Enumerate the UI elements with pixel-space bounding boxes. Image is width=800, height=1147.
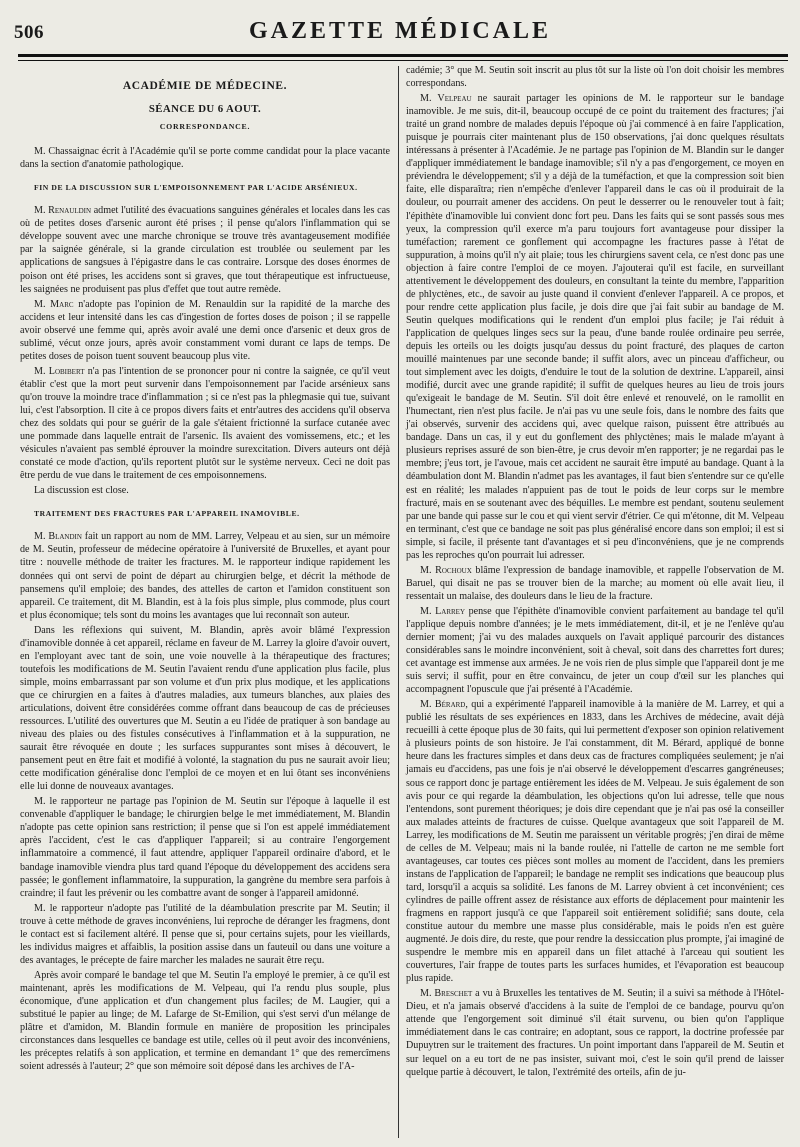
paragraph-larrey [406, 605, 784, 696]
paragraph-text: n'a pas l'intention de se prononcer pour ni contre la saignée, ce qu'il veut établir c'est que la mort peut survenir dans l'empoisonnement par l'acide arsénieux sans qu'on trouve la moindre trace d'inflammation ; si ce n'est pas la phlegmasie qui tue, suivant lui, c'est l'absorption. Il cite à ce propos divers faits et entr'autres des accidens qu'il observa chez des soldats qui pour se guérir de la gale s'étaient frictionné la surface cutanée avec une pommade dans laquelle entrait de l'arsenic. Ils avaient des vomissemens, etc.; et les vésicules n'avaient pas semblé éprouver la moindre surexcitation. Divers auteurs ont déjà constaté ce mode d'action, qu'ils reportent plutôt sur le système nerveux. Ceci ne doit pas être perdu de vue dans le traitement de ces empoisonnemens. [20, 365, 390, 482]
paragraph-berard [406, 698, 784, 985]
section-title: ACADÉMIE DE MÉDECINE. [122, 80, 288, 92]
page-number: 506 [14, 22, 44, 43]
arsenic-heading: FIN DE LA DISCUSSION SUR L'EMPOISONNEMENT PAR L'ACIDE ARSÉNIEUX. [34, 183, 358, 193]
header-rule-thin [18, 60, 788, 61]
speaker-name: M. Bérard [420, 699, 466, 711]
paragraph-text: , qui a expérimenté l'appareil inamovible à la manière de M. Larrey, et qui a publié les résultats de ses expériences en 1833, dans les Archives de médecine, avait déjà recueilli à cette époque plus de 30 faits, qui lui permettent d'exposer son opinion relativement à plusieurs points de son histoire. Je l'ai constamment, dit M. Bérard, appliqué de bonne heure dans les fractures simples et dans deux cas de fractures compliquées seulement; je n'ai jamais eu d'accidens, pas une fois je n'ai observé le développement d'escarres gangréneuses; sous ce rapport donc je partage entièrement les idées de M. Velpeau. Je suis également de son avis pour ce qui regarde la déambulation, les objections qu'on lui adresse, telle que nous l'entendons, sont purement théoriques; je dois dire cependant que je n'ai pas osé la conseiller aux malades atteints de fractures de cuisse. Quelque avantageux que soit l'appareil de M. Larrey, les modifications de M. Seutin me paraissent un véritable progrès; j'en dirai de même de celles de M. Velpeau; mais ni la bande roulée, ni l'attelle de carton ne me semble fort avantageuses, car toutes ces pièces sont molles au moment de l'accident, dans les premiers instans de l'application de l'appareil; le bandage ne remplit ses indications que beaucoup plus tard, lorsqu'il a acquis sa solidité. Les fanons de M. Larrey obvient à cet inconvénient; ces cylindres de paille offrent assez de résistance aux efforts de déplacement pour maintenir les fragmens en rapport jusqu'à ce que l'appareil soit entièrement solidifié; sans doute, cela constitue autour du membre une masse plus considérable, mais le poids n'en est guère augmenté. Je dois dire, du reste, que pour rendre la dessiccation plus prompte, j'ai imaginé de suspendre le membre mis en appareil dans un filet attaché à l'arceau qui soutient les couvertures, l'air frappe de toutes parts les surfaces humides, et l'évaporation est beaucoup plus rapide. [406, 699, 784, 985]
left-column [20, 66, 390, 1075]
speaker-name: M. Breschet [420, 988, 473, 1000]
speaker-name: M. Marc [34, 298, 74, 310]
journal-title: GAZETTE MÉDICALE [248, 18, 552, 44]
paragraph-text: pense que l'épithète d'inamovible convient parfaitement au bandage tel qu'il l'applique depuis nombre d'années; je le mets immédiatement, dit-il, et je ne l'enlève qu'au dernier moment; j'ai vu des malades auxquels on l'avait appliqué parcourir des distances considérables sans le moindre inconvénient, soit à cheval, soit dans des charrettes fort dures; cet avantage est immense aux armées. Je ne vois rien de plus simple que l'appareil dont je me suis servi; il suffit, pour en être convaincu, de jeter un coup d'œil sur les planches qui accompagnent l'opuscule que j'ai présenté à l'Académie. [406, 605, 784, 696]
paragraph-continuation: cadémie; 3° que M. Seutin soit inscrit au plus tôt sur la liste où l'on doit choisir les membres correspondans. [406, 65, 784, 90]
speaker-name: M. Rochoux [420, 564, 472, 576]
right-column [406, 64, 784, 1081]
seance-heading: SÉANCE DU 6 AOUT. [148, 103, 262, 116]
speaker-name: M. Velpeau [420, 93, 472, 105]
paragraph-text: a vu à Bruxelles les tentatives de M. Seutin; il a suivi sa méthode à l'Hôtel-Dieu, et n'a jamais observé d'accidens à la suite de l'emploi de ce bandage, pourvu qu'on attende que l'engorgement soit diminué s'il était survenu, ou bien qu'on l'applique immédiatement dans le cas contraire; en adoptant, sous ce rapport, la doctrine professée par Dupuytren sur le traitement des fractures. Un point important dans l'appareil de M. Seutin et sur lequel on a eu tort de ne pas insister, suivant moi, c'est le soin qu'il prend de laisser quelque partie à découvert, le talon, l'extrémité des orteils, afin de ju- [406, 988, 784, 1078]
paragraph-discussion-close: La discussion est close. [34, 485, 129, 497]
paragraph-rochoux [406, 564, 784, 603]
speaker-name: M. Lobibert [34, 365, 85, 377]
speaker-name: M. Larrey [420, 605, 465, 617]
paragraph-text: blâme l'expression de bandage inamovible, et rappelle l'observation de M. Baruel, qui disait ne pas se trouver bien de la marche; au moment où elle avait lieu, il ressentait un malaise, des douleurs dans le lieu de la fracture. [406, 564, 785, 602]
paragraph-velpeau [406, 92, 784, 562]
paragraph-breschet [406, 987, 784, 1078]
paragraph-lobibert [20, 365, 390, 482]
paragraph-reflexions: Dans les réflexions qui suivent, M. Blandin, après avoir blâmé l'expression d'inamovible donnée à cet appareil, réclame en faveur de M. Larrey la gloire d'avoir ouvert, en l'employant avec tant de soin, une voie nouvelle à la thérapeutique des fractures; toutefois les modifications de M. Seutin l'avaient rendu d'une application plus facile, plus simple, moins embarrassant par son volume et d'un prix plus modique, et les applications que ce chirurgien en a faites à d'autres maladies, aux tumeurs blanches, aux plaies des articulations, doivent être considérées comme offrant dans beaucoup de cas de précieuses ressources. L'utilité des ouvertures que M. Seutin a eu l'idée de pratiquer à son bandage au niveau des plaies ou des fistules consécutives à l'inflammation et à la suppuration, ne saurait être révoquée en doute ; les surfaces suppurantes sont mises à découvert, le pansement peut en être fait et modifié à volonté, la stagnation du pus ne saurait avoir lieu; cette modification généralise donc l'emploi de ce moyen et en lui ôtant ses inconvéniens elle lui donne de nouveaux avantages. [20, 624, 390, 793]
header-rule-thick [18, 54, 788, 57]
paragraph-text: fait un rapport au nom de MM. Larrey, Velpeau et au sien, sur un mémoire de M. Seutin, professeur de médecine opératoire à l'université de Bruxelles, et ayant pour titre : nouvelle méthode de traiter les fractures. M. le rapporteur indique rapidement les données qui ont servi de point de départ au chirurgien belge, et décrit la méthode de pansemens qu'il emploie; des bandes, des attelles de carton et l'amidon constituent son appareil. Ce traitement, dit M. Blandin, est à la fois plus simple, plus commode, plus court et plus économique; tels sont du moins les avantages que lui reconnaît son auteur. [20, 531, 390, 621]
column-divider [398, 66, 399, 1138]
paragraph-text: ne saurait partager les opinions de M. le rapporteur sur le bandage inamovible. Je me suis, dit-il, beaucoup occupé de ce point du traitement des fractures; j'ai traité un grand nombre de malades depuis l'époque où j'ai commencé à en faire l'application, puisque je pourrais citer maintenant plus de 150 observations, j'ai donc quelques résultats intéressans à présenter à l'Académie. Je ne partage pas l'opinion de M. Blandin sur le danger d'appliquer immédiatement le bandage inamovible; s'il n'y a pas d'engorgement, ce moyen en préviendra le développement; s'il y a déjà de la tuméfaction, et que la compression soit bien faite, elle disparaîtra; rien n'empêche d'enlever l'appareil dans le cas où il produirait de la douleur, ou pourrait amener des accidens. On peut le desserrer ou le renouveler tout à fait; l'épithète d'inamovible lui convient donc fort peu. Dans les faits qui se sont passés sous mes yeux, la compression qu'il exerce m'a paru toujours fort avantageuse pour dissiper la tuméfaction; rarement ce gonflement qui accompagne les fractures passe à l'état de suppuration, à moins qu'il n'y ait plaie; tous les chirurgiens savent cela, ce n'est donc pas une objection à faire contre l'emploi de ce moyen. J'ajouterai qu'il est facile, en surveillant attentivement le développement des douleurs, en consultant la teinte du membre, l'apparition de phlyctènes, etc., de savoir au juste quand il convient d'enlever l'appareil. A ce propos, et pour rendre cette application plus facile, je dois dire que j'ai fait subir au bandage de M. Seutin quelques modifications qui le rendent d'un emploi plus facile; je l'ai réduit à l'application de quelques linges secs sur la peau, d'une bande roulée ordinaire peu serrée, depuis les orteils ou les doigts jusqu'au dessus du point fracturé, des plaques de carton mouillé maintenues par une seconde bande; il suffit alors, avec un pinceau d'afficheur, ou tout simplement avec les doigts, d'enduire le tout de la solution de dextrine. L'appareil, ainsi modifié, durcit avec une grande rapidité; il suffit de quelques heures au lieu de trois jours qu'exigeait le bandage de M. Seutin. S'il doit être enlevé et renouvelé, on le ramollit en l'humectant, rien n'est plus facile. Je n'ai pas vu une seule fois, dans le nombre des faits que j'ai observés, survenir des accidens qui, avec quelque raison, puissent être attribués au bandage. Dans un cas, il y eut du gonflement des phlyctènes; mais le malade m'ayant à plusieurs reprises assuré de son bien-être, je crus devoir m'en rapporter; je ne regardai pas le membre; j'eus tort, je l'avoue, mais cet accident ne saurait être imputé au bandage. Quant à la déambulation dont M. Blandin n'admet pas les avantages, il faut bien s'entendre sur ce qu'elle est en réalité; les malades n'appuient pas de tout le poids de leur corps sur le membre fracturé, mais en se soutenant avec des béquilles. Le membre est pendant, soutenu seulement par une bande qui passe sur le cou et qui vient servir d'étrier. Ce qui m'étonne, dit M. Velpeau en terminant, c'est que ce bandage ne soit pas plus généralisé encore dans son emploi; il est si simple, si facile, il présente tant d'avantages et si peu d'inconvéniens, que je ne comprends pas les reproches qu'on pourrait lui adresser. [406, 93, 784, 561]
fractures-heading: TRAITEMENT DES FRACTURES PAR L'APPAREIL INAMOVIBLE. [34, 509, 300, 519]
paragraph-rapporteur-deambulation: M. le rapporteur n'adopte pas l'utilité de la déambulation prescrite par M. Seutin; il trouve à cette méthode de graves inconvéniens, lui reproche de déranger les fragmens, dont le contact est si facilement altéré. Il pense que si, pour certains sujets, pour les vieillards, les individus maigres et affaiblis, la position assise dans un fauteuil ou dans une voiture a des avantages, le précepte de faire marcher les malades ne saurait être reçu. [20, 902, 390, 966]
speaker-name: M. Renauldin [34, 205, 92, 217]
paragraph-renauldin [20, 204, 390, 295]
speaker-name: M. Blandin [34, 531, 82, 543]
paragraph-marc [20, 298, 390, 363]
paragraph-rapporteur-epoque: M. le rapporteur ne partage pas l'opinion de M. Seutin sur l'époque à laquelle il est convenable d'appliquer le bandage; le chirurgien belge le met immédiatement, M. Blandin n'adopte pas cette opinion sans restriction; il pense que si l'on est appelé immédiatement après l'accident, c'est le cas d'appliquer l'appareil; si au contraire l'engorgement inflammatoire a commencé, il faut attendre, appliquer l'appareil ordinaire d'abord, et le bandage inamovible viendra plus tard quand l'époque du développement des accidens sera passée; le gonflement inflammatoire, la suppuration, la gangrène du membre sera parfois à craindre; il faut les prévenir ou les combattre avant de songer à l'appareil amidonné. [20, 796, 390, 899]
paragraph-text: n'adopte pas l'opinion de M. Renauldin sur la rapidité de la marche des accidens et leur intensité dans les cas d'ingestion de fortes doses de poison ; il se rappelle avoir observé une femme qui, après avoir avalé une demi once d'arsenic et deux gros de sublimé, vécut onze jours, après avoir constamment vomi durant ce laps de temps. De petites doses de poison tuent souvent beaucoup plus vite. [20, 298, 390, 362]
paragraph-comparaison: Après avoir comparé le bandage tel que M. Seutin l'a employé le premier, à ce qu'il est maintenant, après les modifications de M. Velpeau, qui l'a rendu plus souple, plus économique, d'une application et d'un changement plus faciles; de M. Laugier, qui a substitué le papier au linge; de M. Lafarge de St-Emilion, qui s'est servi d'un mélange de plâtre et d'amidon, M. Blandin formule en manière de proposition les principales circonstances dans lesquelles ce bandage est utile, celles où il peut avoir des inconvéniens, les préceptes relatifs à son application, et termine en demandant 1° que des remercîmens soient adressés à l'auteur; 2° que son mémoire soit déposé dans les archives de l'A- [20, 969, 390, 1073]
paragraph-blandin [20, 530, 390, 621]
correspondance-heading: CORRESPONDANCE. [159, 122, 251, 132]
paragraph-correspondance: M. Chassaignac écrit à l'Académie qu'il se porte comme candidat pour la place vacante dans la section d'anatomie pathologique. [20, 146, 390, 171]
paragraph-text: admet l'utilité des évacuations sanguines générales et locales dans les cas où de petites doses d'arsenic auront été prises ; il pense qu'alors l'inflammation qui se développe souvent avec une marche chronique se trouve très avantageusement modifiée par la saignée générale, si la grande circulation est troublée ou seulement par les applications de sangsues à l'épigastre dans le cas contraire. Lorsque des doses énormes de poison ont été prises, les accidens sont si graves, que tout thérapeutique est infructueuse, les saignées ne produisent pas plus d'effet que tout autre remède. [20, 205, 390, 295]
